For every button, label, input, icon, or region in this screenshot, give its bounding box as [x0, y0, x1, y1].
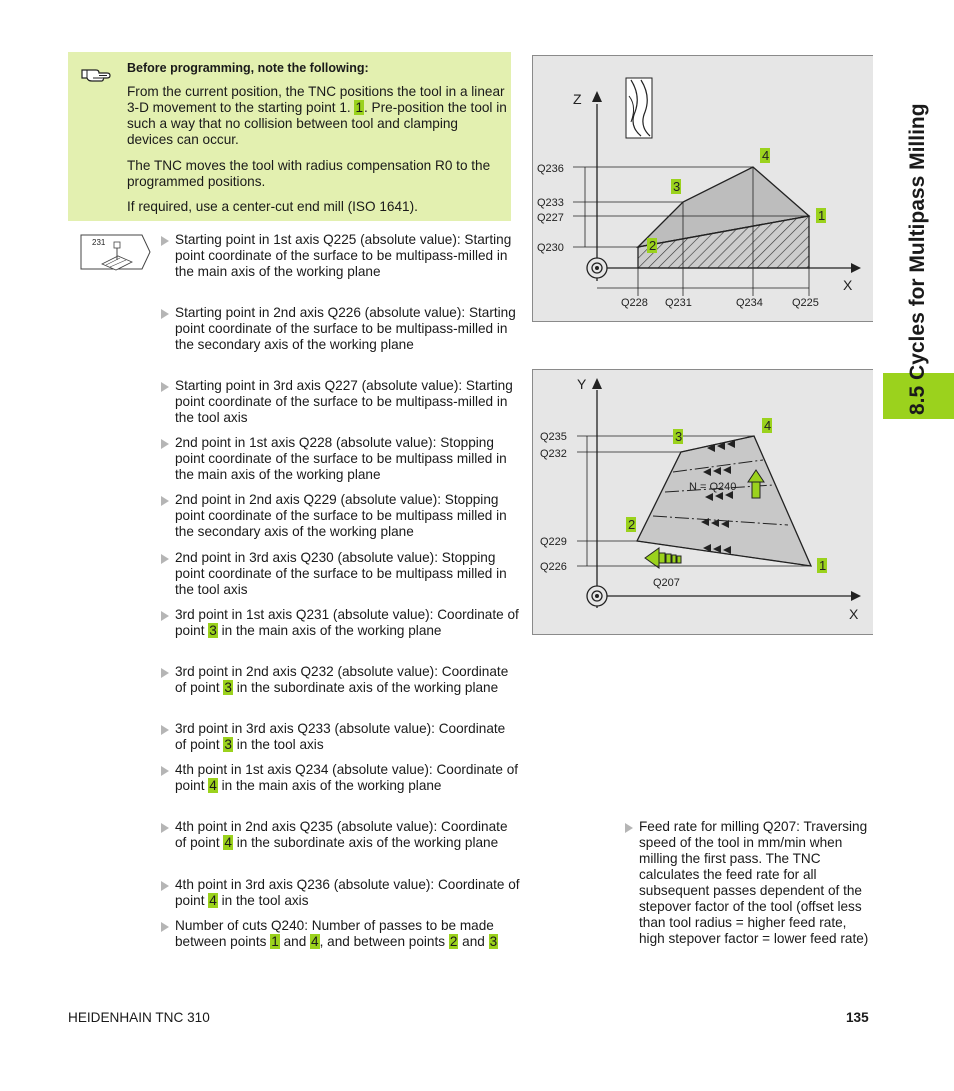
svg-text:Y: Y — [577, 376, 587, 392]
svg-text:Q236: Q236 — [537, 163, 564, 175]
point-marker: 4 — [311, 934, 319, 949]
bullet-triangle-icon — [625, 823, 633, 833]
section-title: 8.5 Cycles for Multipass Milling — [906, 103, 929, 415]
param-q231: 3rd point in 1st axis Q231 (absolute value): Coordinate of point 3 in the main axis of the working plane — [160, 607, 520, 639]
note-paragraph-1: From the current position, the TNC positions the tool in a linear 3-D movement to the starting point 1. 1. Pre-position the tool in such a way that no collision between tool and clamping devices can occur. — [127, 84, 507, 147]
origin-icon — [587, 586, 607, 606]
param-q226: Starting point in 2nd axis Q226 (absolute value): Starting point coordinate of the surface to be multipass-milled in the secondary axis of the working plane — [160, 305, 520, 353]
param-q225: Starting point in 1st axis Q225 (absolute value): Starting point coordinate of the surface to be multipass-milled in the main axis of the working plane — [160, 232, 520, 280]
param-q227: Starting point in 3rd axis Q227 (absolute value): Starting point coordinate of the surface to be multipass-milled in the tool axis — [160, 378, 520, 426]
svg-text:Q232: Q232 — [540, 448, 567, 460]
bullet-triangle-icon — [161, 611, 169, 621]
bullet-triangle-icon — [161, 554, 169, 564]
bullet-triangle-icon — [161, 881, 169, 891]
end-mill-icon — [626, 78, 652, 138]
svg-text:Q229: Q229 — [540, 536, 567, 548]
bullet-triangle-icon — [161, 496, 169, 506]
param-q228: 2nd point in 1st axis Q228 (absolute value): Stopping point coordinate of the surface to be multipass milled in the main axis of the working plane — [160, 435, 520, 483]
param-q234: 4th point in 1st axis Q234 (absolute value): Coordinate of point 4 in the main axis of the working plane — [160, 762, 520, 794]
origin-icon — [587, 258, 607, 278]
svg-text:4: 4 — [764, 418, 772, 433]
bullet-triangle-icon — [161, 766, 169, 776]
point-marker: 1 — [271, 934, 279, 949]
svg-text:Q235: Q235 — [540, 431, 567, 443]
note-title: Before programming, note the following: — [127, 61, 369, 75]
cycle-231-icon — [80, 232, 152, 272]
pointing-hand-icon — [80, 64, 112, 84]
point-marker: 3 — [489, 934, 498, 949]
feed-arrow-icon — [645, 548, 681, 568]
svg-text:Q231: Q231 — [665, 297, 692, 309]
point-marker: 3 — [224, 737, 232, 752]
point-marker: 4 — [224, 835, 232, 850]
point-marker: 3 — [224, 680, 232, 695]
bullet-triangle-icon — [161, 309, 169, 319]
param-q235: 4th point in 2nd axis Q235 (absolute value): Coordinate of point 4 in the subordinate axis of the working plane — [160, 819, 520, 851]
svg-text:X: X — [843, 277, 853, 293]
bullet-triangle-icon — [161, 668, 169, 678]
param-q240: Number of cuts Q240: Number of passes to be made between points 1 and 4, and between points 2 and 3 — [160, 918, 520, 950]
param-q229: 2nd point in 2nd axis Q229 (absolute value): Stopping point coordinate of the surface to be multipass milled in the secondary axis of the working plane — [160, 492, 520, 540]
point-marker: 1 — [355, 100, 363, 115]
svg-text:Z: Z — [573, 91, 582, 107]
bullet-triangle-icon — [161, 382, 169, 392]
svg-text:Q228: Q228 — [621, 297, 648, 309]
bullet-triangle-icon — [161, 725, 169, 735]
param-q236: 4th point in 3rd axis Q236 (absolute value): Coordinate of point 4 in the tool axis — [160, 877, 520, 909]
point-marker: 4 — [209, 778, 217, 793]
point-marker: 4 — [209, 893, 217, 908]
svg-text:Q233: Q233 — [537, 197, 564, 209]
svg-text:Q225: Q225 — [792, 297, 819, 309]
bullet-triangle-icon — [161, 823, 169, 833]
svg-text:Q230: Q230 — [537, 242, 564, 254]
svg-text:1: 1 — [819, 558, 827, 573]
bullet-triangle-icon — [161, 922, 169, 932]
note-paragraph-2: The TNC moves the tool with radius compensation R0 to the programmed positions. — [127, 158, 491, 189]
bullet-triangle-icon — [161, 439, 169, 449]
figure-top-view — [532, 369, 873, 635]
param-q207: Feed rate for milling Q207: Traversing speed of the tool in mm/min when milling the first pass. The TNC calculates the feed rate for all subsequent passes dependent of the stepover factor of the tool (offset less than tool radius = higher feed rate, high stepover factor = lower feed rate) — [624, 819, 874, 947]
svg-text:2: 2 — [649, 238, 657, 253]
param-q232: 3rd point in 2nd axis Q232 (absolute value): Coordinate of point 3 in the subordinate axis of the working plane — [160, 664, 520, 696]
svg-text:1: 1 — [818, 208, 826, 223]
svg-text:3: 3 — [675, 429, 683, 444]
note-box — [68, 52, 511, 221]
note-paragraph-3: If required, use a center-cut end mill (ISO 1641). — [127, 199, 418, 214]
param-q230: 2nd point in 3rd axis Q230 (absolute value): Stopping point coordinate of the surface to be multipass milled in the tool axis — [160, 550, 520, 598]
svg-text:Q226: Q226 — [540, 561, 567, 573]
svg-text:X: X — [849, 606, 859, 622]
svg-text:231: 231 — [92, 238, 106, 247]
page-number: 135 — [846, 1010, 869, 1025]
svg-text:Q207: Q207 — [653, 577, 680, 589]
figure-side-view — [532, 55, 873, 322]
svg-text:3: 3 — [673, 179, 681, 194]
svg-text:Q227: Q227 — [537, 212, 564, 224]
param-q233: 3rd point in 3rd axis Q233 (absolute value): Coordinate of point 3 in the tool axis — [160, 721, 520, 753]
point-marker: 3 — [209, 623, 217, 638]
svg-text:4: 4 — [762, 148, 770, 163]
footer-manual-name: HEIDENHAIN TNC 310 — [68, 1010, 210, 1025]
point-marker: 2 — [449, 934, 458, 949]
svg-text:N = Q240: N = Q240 — [689, 481, 737, 493]
bullet-triangle-icon — [161, 236, 169, 246]
svg-text:Q234: Q234 — [736, 297, 763, 309]
svg-text:2: 2 — [628, 517, 636, 532]
